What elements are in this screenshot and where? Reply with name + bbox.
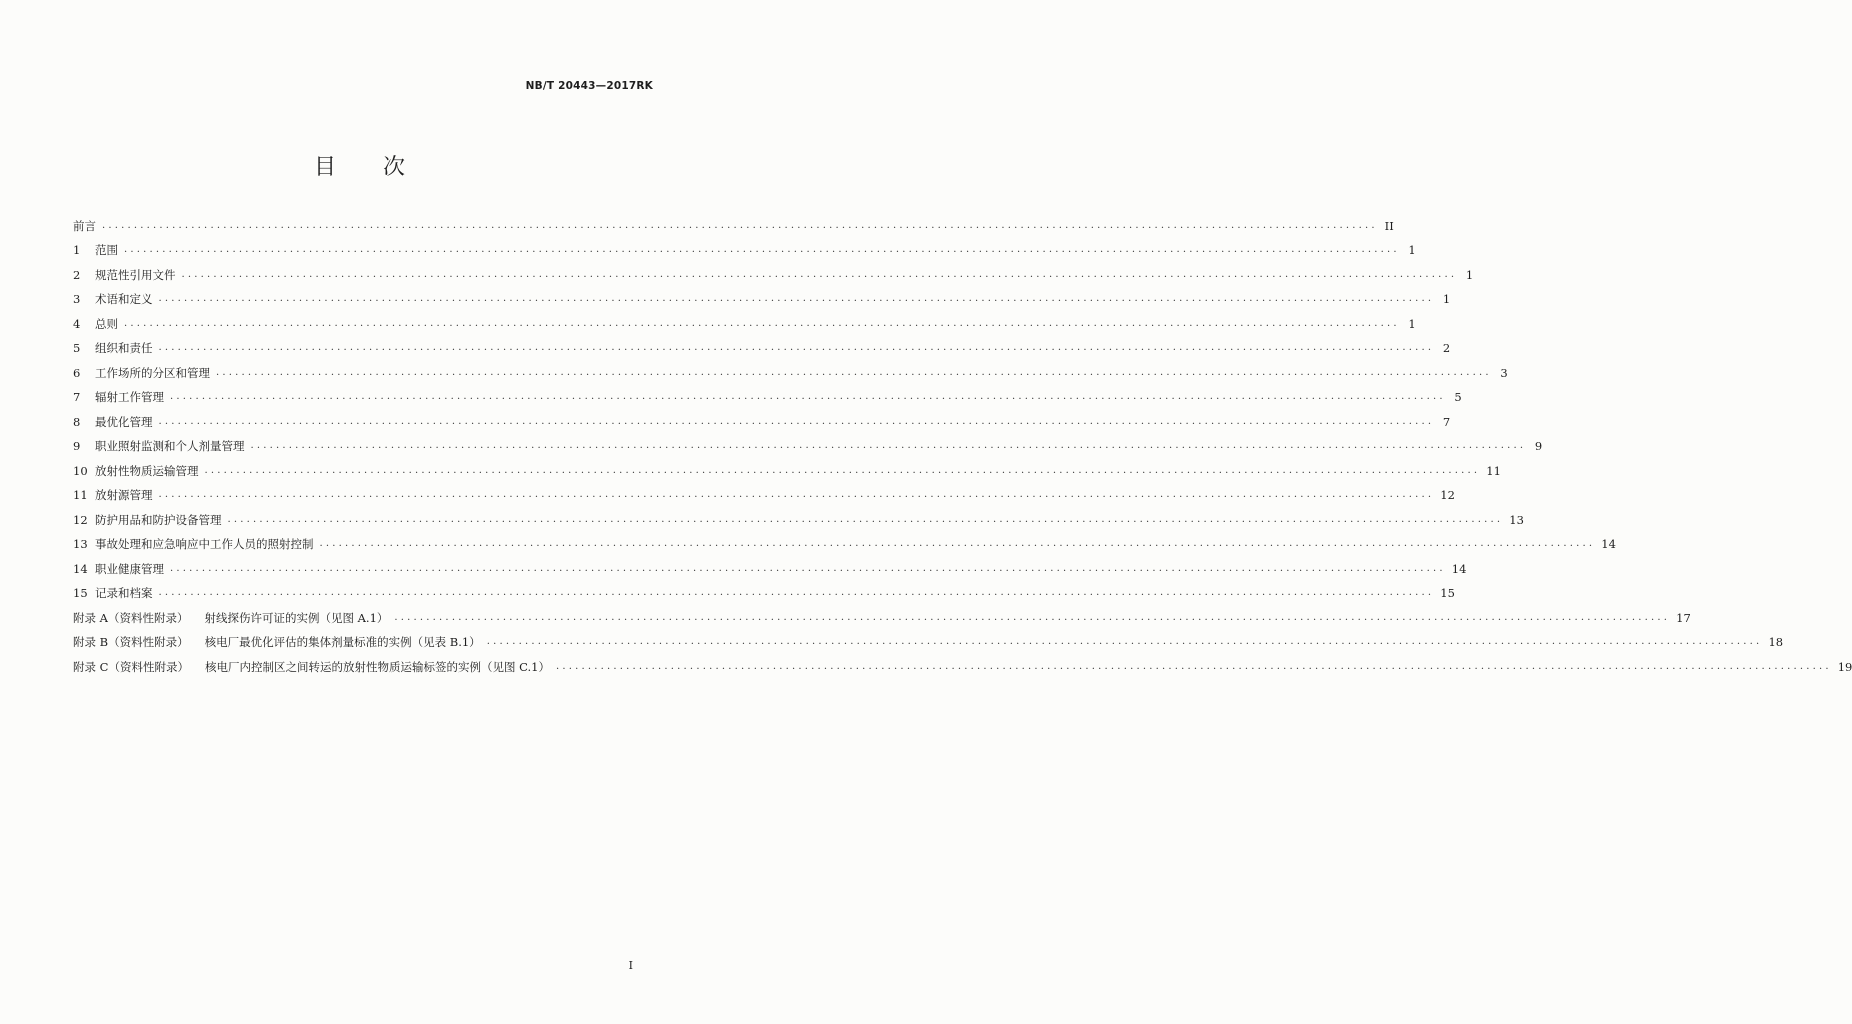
toc-entry-page: 15 (1440, 586, 1455, 600)
toc-entry-label (73, 635, 481, 649)
toc-entry-number: 1 (73, 243, 81, 257)
toc-entry-page: II (1384, 218, 1394, 233)
page-number: I (628, 959, 633, 972)
toc-leader-dots: ........................................................................................................................................................................................................ (319, 538, 1596, 549)
toc-entry[interactable] (73, 404, 1451, 429)
toc-entry-page: 3 (1500, 365, 1508, 380)
toc-leader-dots: ........................................................................................................................................................................................................ (158, 489, 1435, 500)
toc-entry[interactable] (73, 502, 1524, 527)
toc-entry[interactable] (73, 233, 1416, 258)
toc-leader-dots: ........................................................................................................................................................................................................ (250, 440, 1527, 451)
toc-entry-number: 11 (73, 488, 88, 502)
toc-entry-label (73, 317, 118, 331)
toc-entry-number: 15 (73, 586, 88, 600)
toc-entry-number: 4 (73, 316, 81, 331)
toc-entry-page: 2 (1442, 341, 1451, 355)
toc-entry-title: 职业健康管理 (95, 561, 164, 576)
toc-entry-title: 放射源管理 (95, 488, 153, 502)
toc-leader-dots: ........................................................................................................................................................................................................ (158, 342, 1435, 353)
toc-entry-title: 防护用品和防护设备管理 (95, 512, 222, 527)
toc-entry-title: 术语和定义 (95, 292, 153, 306)
toc-entry-title: 前言 (73, 218, 96, 233)
toc-entry-number: 9 (73, 439, 81, 453)
toc-entry-number: 8 (73, 414, 81, 429)
toc-entry-label (73, 341, 153, 355)
toc-entry-page: 9 (1534, 439, 1543, 453)
toc-entry-title: 组织和责任 (95, 341, 153, 355)
toc-entry-page: 18 (1768, 635, 1784, 649)
toc-entry-page: 14 (1451, 561, 1467, 576)
toc-leader-dots: ........................................................................................................................................................................................................ (227, 513, 1504, 525)
toc-entry-number: 7 (73, 390, 81, 404)
table-of-contents (73, 208, 1852, 674)
toc-entry-label (73, 488, 153, 502)
toc-entry[interactable] (73, 527, 1616, 552)
toc-leader-dots: ........................................................................................................................................................................................................ (486, 636, 1763, 647)
toc-entry-page: 7 (1442, 414, 1451, 429)
toc-leader-dots: ........................................................................................................................................................................................................ (158, 293, 1435, 304)
toc-entry-page: 1 (1442, 292, 1451, 306)
toc-entry-label (73, 366, 210, 380)
toc-entry[interactable] (73, 453, 1501, 478)
toc-entry[interactable] (73, 600, 1691, 625)
toc-entry[interactable] (73, 380, 1462, 405)
toc-entry-title: 工作场所的分区和管理 (95, 365, 210, 380)
toc-entry-label (73, 292, 153, 306)
toc-entry-label (73, 390, 164, 404)
toc-entry[interactable] (73, 331, 1451, 356)
toc-entry-label (73, 513, 222, 527)
toc-leader-dots: ........................................................................................................................................................................................................ (204, 464, 1481, 476)
toc-entry-title: 核电厂最优化评估的集体剂量标准的实例（见表 B.1） (204, 635, 481, 649)
toc-entry[interactable] (73, 208, 1394, 233)
toc-entry-label (73, 586, 153, 600)
toc-entry-title: 范围 (95, 243, 118, 257)
toc-entry[interactable] (73, 649, 1852, 674)
toc-entry-page: 1 (1408, 243, 1416, 257)
toc-entry-number: 10 (73, 463, 88, 478)
toc-entry-label (73, 562, 164, 576)
toc-entry-number: 5 (73, 341, 81, 355)
toc-leader-dots: ........................................................................................................................................................................................................ (158, 415, 1435, 427)
toc-entry-number: 13 (73, 537, 88, 551)
toc-entry-label (73, 464, 199, 478)
toc-entry-page: 1 (1408, 316, 1416, 331)
toc-entry-title: 规范性引用文件 (95, 267, 176, 282)
toc-entry-page: 5 (1454, 390, 1462, 404)
toc-entry[interactable] (73, 576, 1455, 601)
toc-entry-number: 6 (73, 365, 81, 380)
toc-entry[interactable] (73, 551, 1467, 576)
toc-entry-page: 19 (1837, 659, 1852, 674)
document-number: NB/T 20443—2017RK (525, 80, 653, 92)
toc-leader-dots: ........................................................................................................................................................................................................ (394, 611, 1671, 623)
toc-entry-appendix: 附录 C（资料性附录） (73, 659, 189, 674)
page-title: 目 次 (314, 155, 425, 180)
toc-entry-number: 2 (73, 267, 81, 282)
toc-entry-label (73, 415, 153, 429)
toc-entry-page: 12 (1440, 488, 1455, 502)
toc-entry-title: 核电厂内控制区之间转运的放射性物质运输标签的实例（见图 C.1） (204, 659, 550, 674)
toc-leader-dots: ........................................................................................................................................................................................................ (124, 317, 1400, 329)
toc-entry-title: 职业照射监测和个人剂量管理 (95, 439, 245, 453)
toc-leader-dots: ........................................................................................................................................................................................................ (170, 562, 1446, 574)
toc-entry-page: 17 (1676, 610, 1691, 625)
toc-entry[interactable] (73, 429, 1543, 454)
toc-leader-dots: ........................................................................................................................................................................................................ (158, 587, 1435, 598)
toc-entry-label (73, 268, 176, 282)
toc-leader-dots: ........................................................................................................................................................................................................ (102, 219, 1378, 231)
toc-entry[interactable] (73, 625, 1784, 650)
toc-entry-appendix: 附录 B（资料性附录） (73, 635, 189, 649)
toc-entry-title: 最优化管理 (95, 414, 153, 429)
toc-entry-label (73, 439, 245, 453)
toc-entry-page: 11 (1486, 463, 1501, 478)
toc-entry-title: 总则 (95, 316, 118, 331)
toc-entry-label (73, 219, 96, 233)
toc-leader-dots: ........................................................................................................................................................................................................ (181, 268, 1458, 280)
toc-leader-dots: ........................................................................................................................................................................................................ (555, 660, 1832, 672)
toc-entry-number: 3 (73, 292, 81, 306)
toc-entry-page: 14 (1601, 537, 1616, 551)
toc-entry-label (73, 243, 118, 257)
toc-entry-title: 射线探伤许可证的实例（见图 A.1） (204, 610, 389, 625)
toc-entry[interactable] (73, 282, 1451, 307)
toc-entry-title: 记录和档案 (95, 586, 153, 600)
toc-entry[interactable] (73, 306, 1416, 331)
toc-entry-page: 1 (1465, 267, 1474, 282)
toc-entry-title: 事故处理和应急响应中工作人员的照射控制 (95, 537, 314, 551)
toc-entry-label (73, 660, 550, 674)
toc-leader-dots: ........................................................................................................................................................................................................ (216, 366, 1492, 378)
toc-entry[interactable] (73, 257, 1474, 282)
toc-entry[interactable] (73, 478, 1455, 503)
toc-entry-number: 12 (73, 512, 88, 527)
toc-entry-title: 辐射工作管理 (95, 390, 164, 404)
toc-entry-appendix: 附录 A（资料性附录） (73, 610, 189, 625)
toc-entry-title: 放射性物质运输管理 (95, 463, 199, 478)
toc-entry-label (73, 537, 314, 551)
toc-leader-dots: ........................................................................................................................................................................................................ (124, 244, 1400, 255)
toc-entry[interactable] (73, 355, 1508, 380)
toc-entry-label (73, 611, 388, 625)
toc-entry-number: 14 (73, 561, 88, 576)
toc-leader-dots: ........................................................................................................................................................................................................ (170, 391, 1446, 402)
toc-entry-page: 13 (1509, 512, 1524, 527)
